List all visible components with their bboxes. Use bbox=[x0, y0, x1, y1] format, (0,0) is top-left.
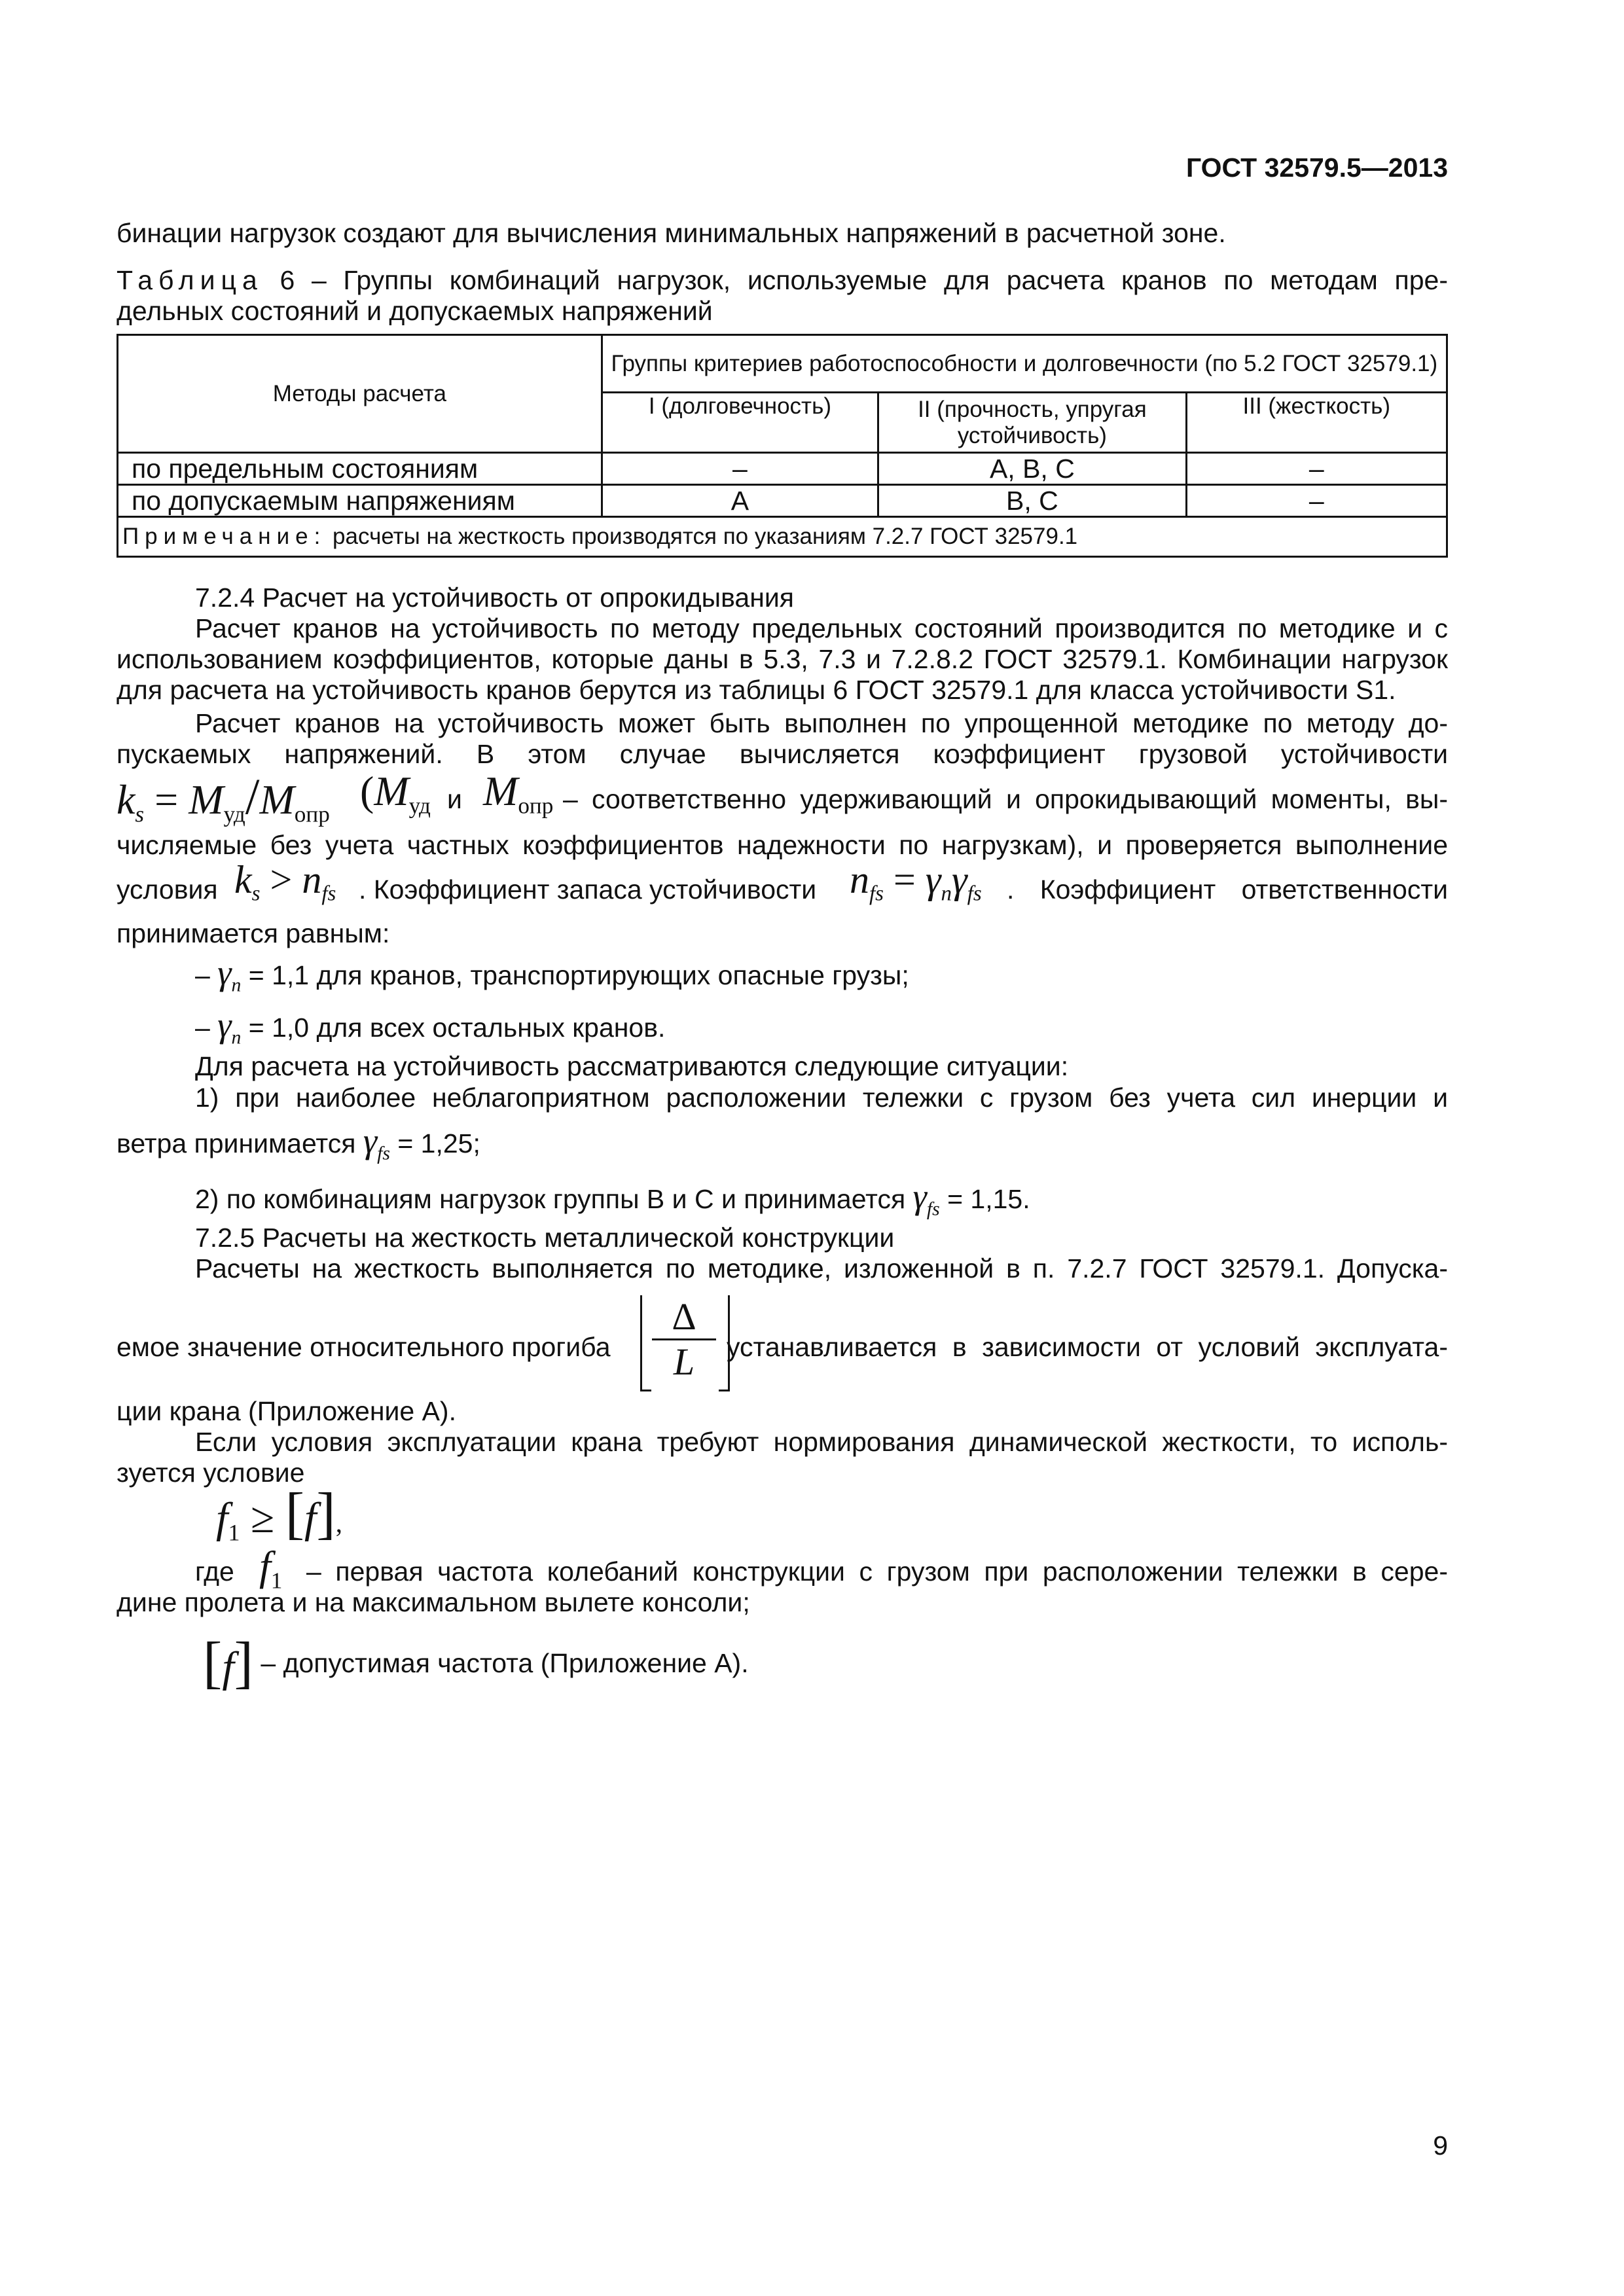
list-item: – $\gamma_n = 1,1$ для кранов, транспортирующих опасные грузы; bbox=[195, 953, 909, 996]
deflection-text: емое значение относительного прогиба bbox=[117, 1332, 611, 1362]
page-number: 9 bbox=[1433, 2130, 1448, 2161]
paragraph-line: Расчеты на жесткость выполняется по методике, изложенной в п. 7.2.7 ГОСТ 32579.1. Допуска- bbox=[195, 1253, 1448, 1283]
row-cell: А bbox=[602, 485, 878, 517]
note-label: Примечание: bbox=[122, 524, 327, 549]
where-text: – первая частота колебаний конструкции с грузом при расположении тележки в сере- bbox=[306, 1556, 1448, 1587]
formula-ks-gt-nfs: $k_s > n_{fs}$ bbox=[234, 858, 336, 906]
paragraph-line: ции крана (Приложение А). bbox=[117, 1396, 456, 1426]
note-text: расчеты на жесткость производятся по указаниям 7.2.7 ГОСТ 32579.1 bbox=[333, 524, 1078, 549]
header-group-i: I (долговечность) bbox=[602, 393, 878, 453]
load-combinations-table bbox=[117, 334, 1448, 558]
formula-ks: $k_s = M_{уд}/M_{опр}$ bbox=[117, 768, 330, 827]
paragraph-line: дине пролета и на максимальном вылете консоли; bbox=[117, 1587, 750, 1617]
row-cell: А, В, С bbox=[878, 453, 1186, 485]
row-cell: – bbox=[1186, 453, 1447, 485]
table-caption-line1 bbox=[117, 265, 1448, 296]
responsibility-coef-text: . Коэффициент ответственности bbox=[1007, 874, 1448, 905]
paragraph-line: пускаемых напряжений. В этом случае вычисляется коэффициент грузовой устойчивости bbox=[117, 739, 1448, 769]
row-cell: В, С bbox=[878, 485, 1186, 517]
formula-line-conditions bbox=[117, 857, 1448, 910]
header-group-iii: III (жесткость) bbox=[1186, 393, 1447, 453]
row-method: по предельным состояниям bbox=[118, 453, 602, 485]
row-cell: – bbox=[602, 453, 878, 485]
situation-2-text: 2) по комбинациям нагрузок группы В и С и принимается bbox=[195, 1184, 906, 1214]
row-method: по допускаемым напряжениям bbox=[118, 485, 602, 517]
paragraph-line: для расчета на устойчивость кранов берутся из таблицы 6 ГОСТ 32579.1 для класса устойчивости S1. bbox=[117, 675, 1396, 705]
paragraph-line: числяемые без учета частных коэффициентов надежности по нагрузкам), и проверяется выполнение bbox=[117, 830, 1448, 860]
situations-intro: Для расчета на устойчивость рассматриваются следующие ситуации: bbox=[195, 1051, 1069, 1081]
situation-2: 2) по комбинациям нагрузок группы В и С и принимается $\gamma_{fs} = 1,15$. bbox=[195, 1177, 1030, 1220]
intro-line: бинации нагрузок создают для вычисления минимальных напряжений в расчетной зоне. bbox=[117, 218, 1226, 248]
table-caption-label: Таблица bbox=[117, 265, 263, 295]
paragraph-line: Если условия эксплуатации крана требуют нормирования динамической жесткости, то исполь- bbox=[195, 1427, 1448, 1457]
formula-moments: ($M_{уд}$ bbox=[360, 768, 431, 819]
deflection-text-2: устанавливается в зависимости от условий эксплуата- bbox=[727, 1332, 1448, 1362]
stability-margin-text: . Коэффициент запаса устойчивости bbox=[359, 874, 817, 905]
situation-1-text: ветра принимается bbox=[117, 1128, 356, 1158]
formula-line-ks bbox=[117, 767, 1448, 827]
paragraph-line: использованием коэффициентов, которые даны в 5.3, 7.3 и 7.2.8.2 ГОСТ 32579.1. Комбинации нагрузок bbox=[117, 644, 1448, 674]
table-caption-text: 6 – Группы комбинаций нагрузок, используемые для расчета кранов по методам пре- bbox=[280, 265, 1448, 295]
list-item-text: = 1,0 для всех остальных кранов. bbox=[248, 1013, 666, 1043]
and-word: и bbox=[447, 784, 462, 814]
where-word: где bbox=[195, 1556, 234, 1587]
table-note bbox=[118, 517, 1447, 557]
list-item: – $\gamma_n = 1,0$ для всех остальных кранов. bbox=[195, 1005, 666, 1049]
situation-1: 1) при наиболее неблагоприятном расположении тележки с грузом без учета сил инерции и bbox=[195, 1083, 1448, 1113]
situation-1-line2: ветра принимается $\gamma_{fs} = 1,25$; bbox=[117, 1121, 480, 1164]
paragraph-line: принимается равным: bbox=[117, 918, 390, 948]
row-cell: – bbox=[1186, 485, 1447, 517]
header-criteria-groups: Группы критериев работоспособности и долговечности (по 5.2 ГОСТ 32579.1) bbox=[602, 335, 1447, 393]
section-7-2-5-heading: 7.2.5 Расчеты на жесткость металлической конструкции bbox=[195, 1223, 895, 1253]
formula-f1: $f_1$ bbox=[259, 1543, 283, 1594]
condition-word: условия bbox=[117, 874, 218, 905]
paragraph-line: Расчет кранов на устойчивость по методу предельных состояний производится по методике и с bbox=[195, 613, 1448, 643]
formula-nfs: $n_{fs} = \gamma_n\gamma_{fs}$ bbox=[850, 858, 982, 906]
table-row bbox=[118, 485, 1447, 517]
f-definition-text: – допустимая частота (Приложение А). bbox=[261, 1648, 749, 1678]
formula-mopr: $M_{опр}$ bbox=[483, 768, 554, 819]
paragraph-line: – соответственно удерживающий и опрокидывающий моменты, вы- bbox=[563, 784, 1448, 814]
table-caption-line2: дельных состояний и допускаемых напряжений bbox=[117, 296, 713, 326]
paragraph-line: Расчет кранов на устойчивость может быть выполнен по упрощенной методике по методу до- bbox=[195, 708, 1448, 738]
list-item-text: = 1,1 для кранов, транспортирующих опасные грузы; bbox=[248, 960, 909, 990]
formula-f1-ge-f: $f_1 \ge [f]$, bbox=[216, 1482, 342, 1546]
situation-1-value: = 1,25; bbox=[397, 1128, 480, 1158]
paragraph-line: зуется условие bbox=[117, 1458, 305, 1488]
f-definition-line: [f] – допустимая частота (Приложение А). bbox=[203, 1631, 749, 1695]
table-note-row bbox=[118, 517, 1447, 557]
table-row bbox=[118, 453, 1447, 485]
formula-delta-over-l: Δ L bbox=[640, 1293, 837, 1397]
header-methods: Методы расчета bbox=[118, 335, 602, 453]
deflection-line bbox=[117, 1293, 1448, 1404]
situation-2-value: = 1,15. bbox=[947, 1184, 1030, 1214]
header-group-ii: II (прочность, упругая устойчивость) bbox=[878, 393, 1186, 453]
section-7-2-4-heading: 7.2.4 Расчет на устойчивость от опрокидывания bbox=[195, 583, 794, 613]
document-code-header: ГОСТ 32579.5—2013 bbox=[1185, 152, 1448, 183]
where-line bbox=[195, 1543, 1448, 1594]
